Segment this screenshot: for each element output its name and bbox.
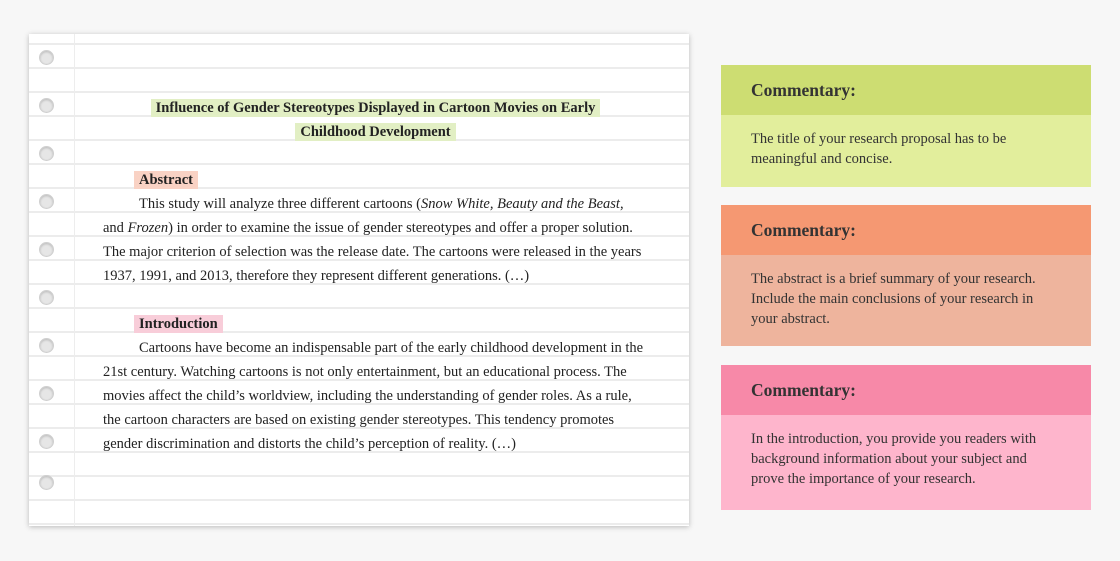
cartoon-titles: Snow White, Beauty and the Beast (421, 196, 620, 212)
commentary-text: The abstract is a brief summary of your research. Include the main conclusions of your research in your abstract. (721, 255, 1091, 346)
title-line-1: Influence of Gender Stereotypes Displayed in Cartoon Movies on Early (151, 99, 601, 117)
commentary-header: Commentary: (721, 365, 1091, 415)
introduction-paragraph: Cartoons have become an indispensable part of the early childhood development in the 21st century. Watching cartoons is not only entertainment, but an educational process. The movies affect the child’s worldview, including the understanding of gender roles. As a rule, the cartoon characters are based on existing gender stereotypes. This tendency promotes gender discrimination and distorts the child’s perception of reality. (…) (103, 340, 644, 452)
abstract-paragraph: This study will analyze three different cartoons (Snow White, Beauty and the Beast, and Frozen) in order to examine the issue of gender stereotypes and offer a proper solution. The major criterion of selection was the release date. The cartoons were released in the years 1937, 1991, and 2013, therefore they represent different generations. (…) (103, 196, 642, 284)
binder-hole (39, 242, 54, 257)
binder-hole (39, 194, 54, 209)
binder-hole (39, 290, 54, 305)
abstract-heading: Abstract (134, 168, 198, 192)
binder-hole (39, 475, 54, 490)
commentary-text: In the introduction, you provide you readers with background information about your subject and prove the importance of your research. (721, 415, 1091, 510)
binder-hole (39, 50, 54, 65)
binder-hole (39, 146, 54, 161)
margin-line (74, 34, 75, 526)
introduction-heading: Introduction (134, 312, 223, 336)
cartoon-title-frozen: Frozen (127, 220, 169, 236)
commentary-text: The title of your research proposal has to be meaningful and concise. (721, 115, 1091, 187)
commentary-card-title (721, 65, 1091, 187)
commentary-card-abstract (721, 205, 1091, 346)
binder-hole (39, 98, 54, 113)
binder-hole (39, 386, 54, 401)
title-line-2: Childhood Development (295, 123, 455, 141)
binder-hole (39, 434, 54, 449)
notebook-paper (29, 34, 689, 526)
commentary-header: Commentary: (721, 65, 1091, 115)
commentary-card-introduction (721, 365, 1091, 510)
commentary-header: Commentary: (721, 205, 1091, 255)
binder-hole (39, 338, 54, 353)
document-title (103, 96, 648, 144)
